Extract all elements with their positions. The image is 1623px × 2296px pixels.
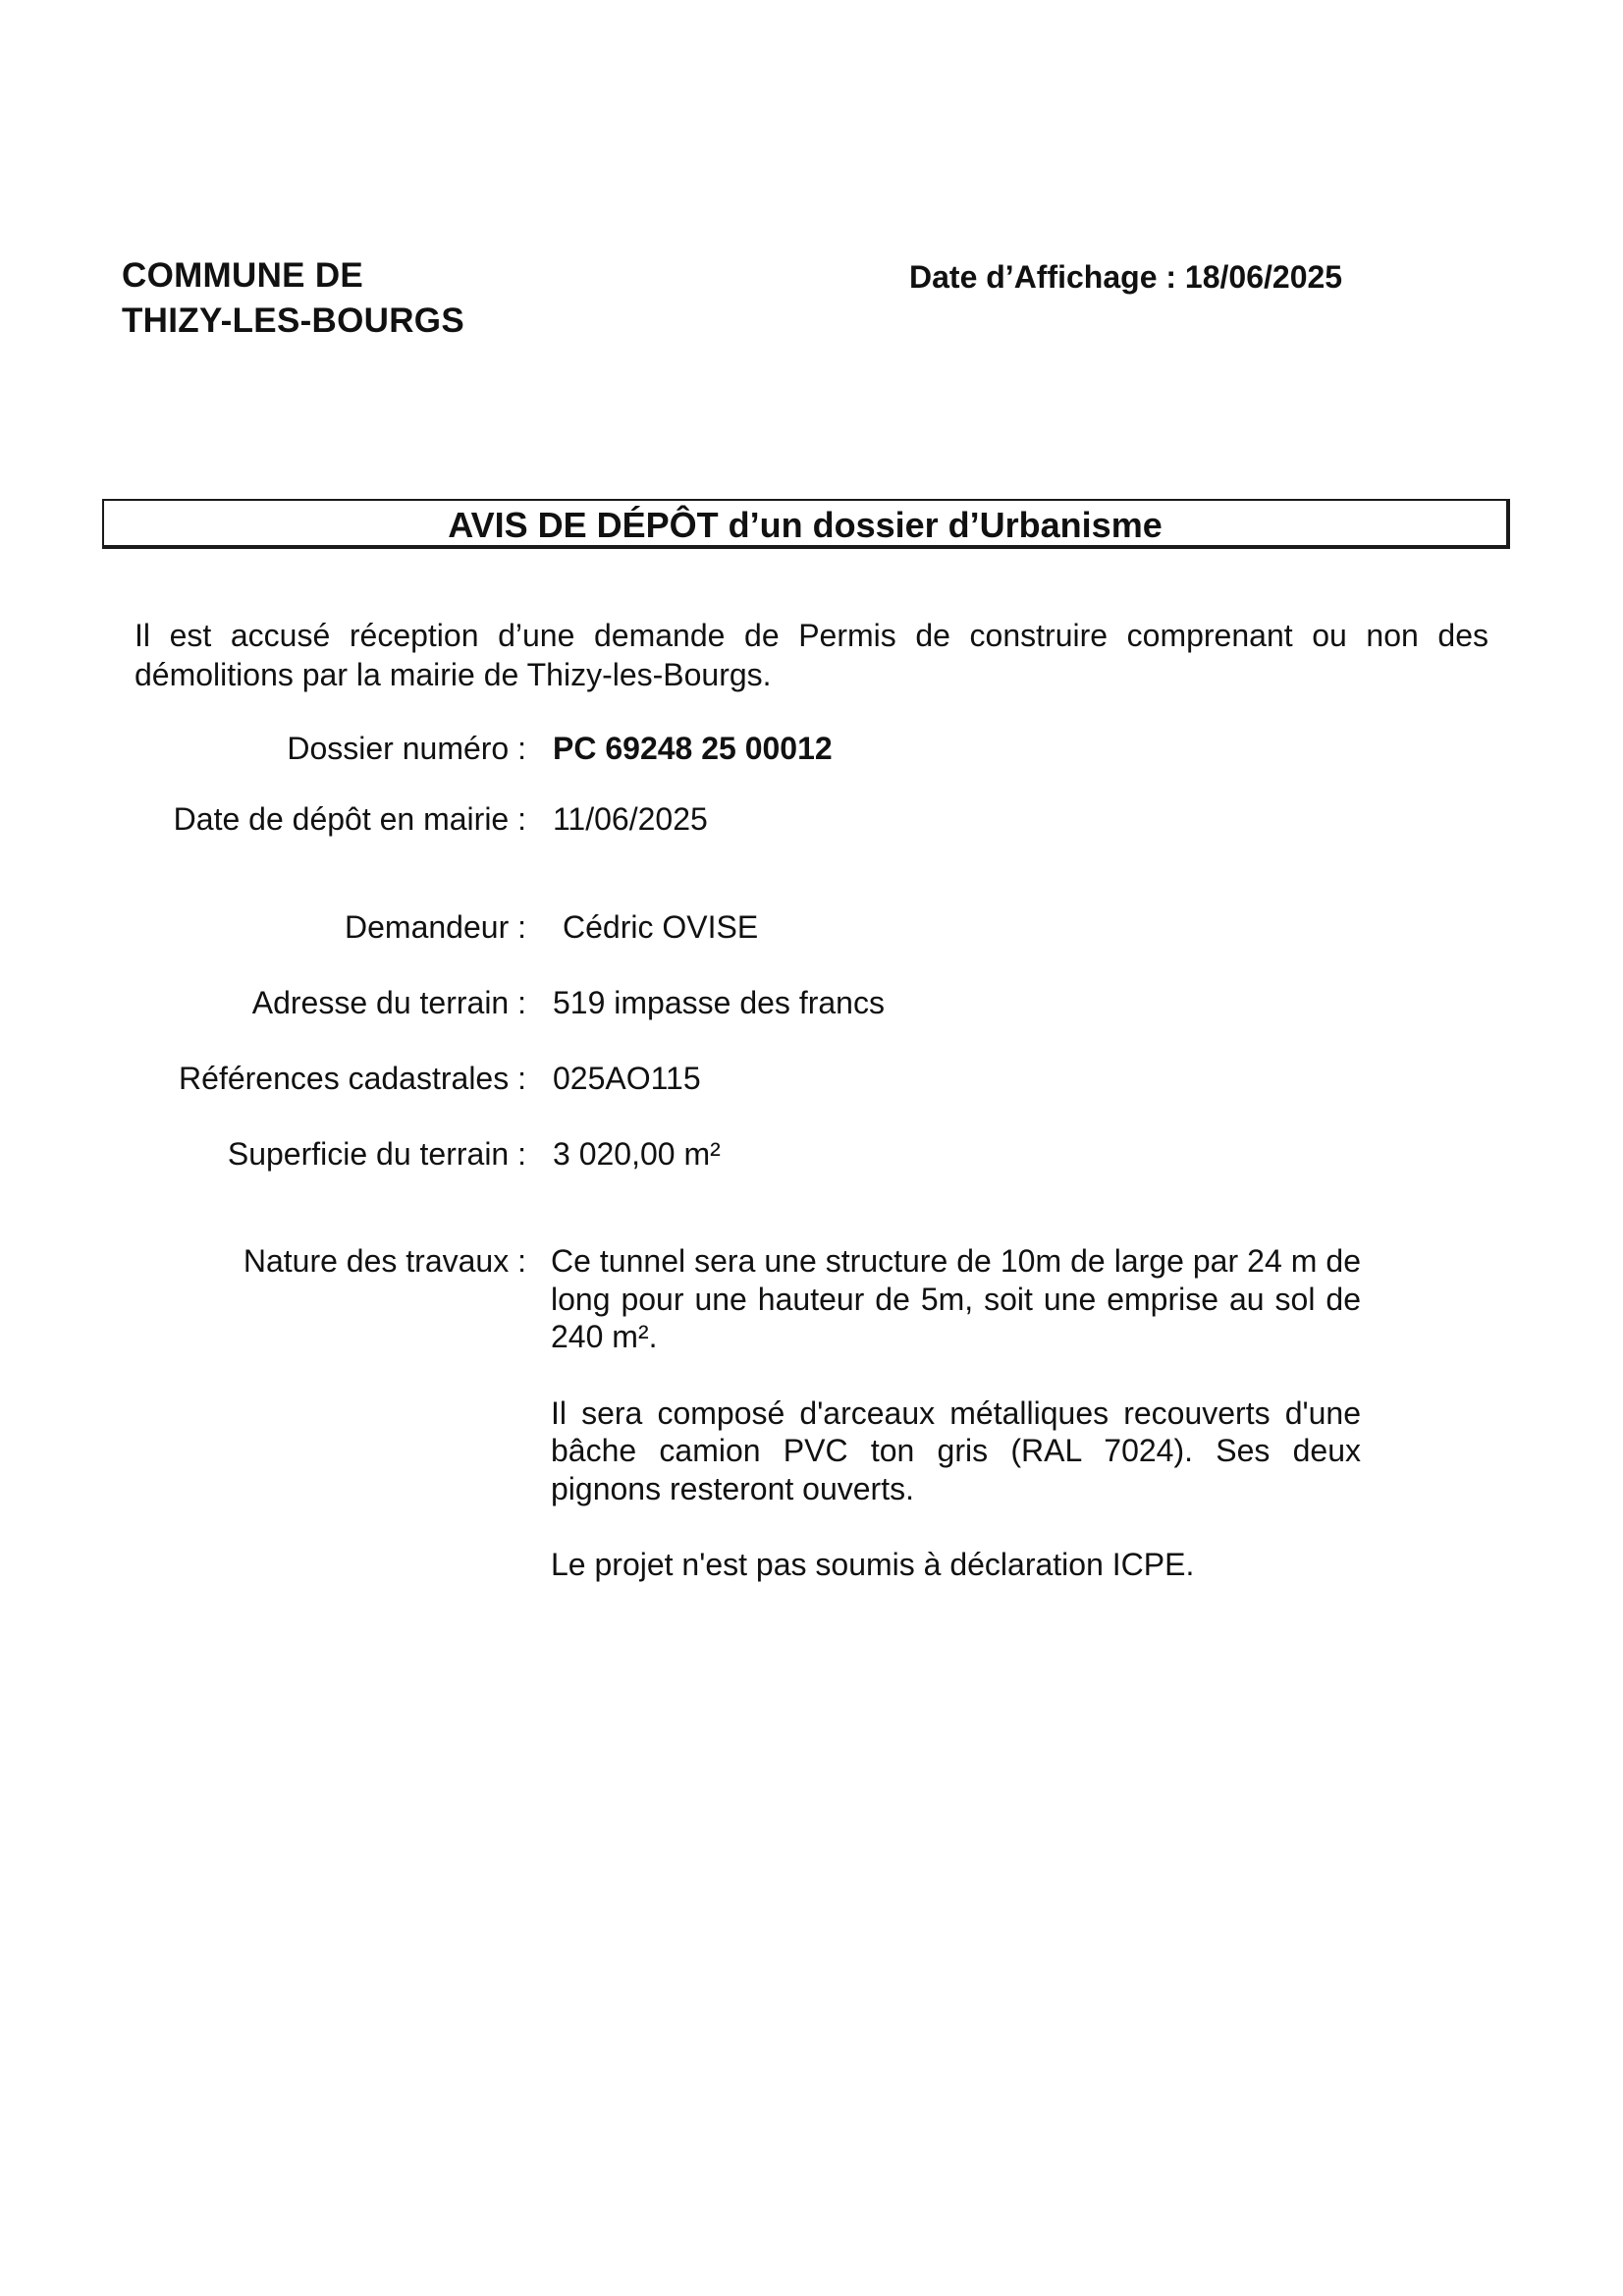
date-depot-label: Date de dépôt en mairie : bbox=[173, 801, 526, 837]
commune-line-2: THIZY-LES-BOURGS bbox=[122, 301, 464, 340]
commune-line-1: COMMUNE DE bbox=[122, 256, 364, 295]
superficie-value: 3 020,00 m² bbox=[553, 1136, 721, 1172]
nature-paragraph-3: Le projet n'est pas soumis à déclaration ICPE. bbox=[551, 1547, 1195, 1582]
nature-paragraph-1: Ce tunnel sera une structure de 10m de large par 24 m de long pour une hauteur de 5m, soit une emprise au sol de 240 m². bbox=[551, 1243, 1361, 1354]
nature-label: Nature des travaux : bbox=[243, 1243, 526, 1279]
nature-paragraph-2: Il sera composé d'arceaux métalliques recouverts d'une bâche camion PVC ton gris (RAL 7024). Ses deux pignons resteront ouverts. bbox=[551, 1394, 1361, 1506]
dossier-value: PC 69248 25 00012 bbox=[553, 731, 833, 766]
adresse-value: 519 impasse des francs bbox=[553, 985, 885, 1020]
adresse-label: Adresse du terrain : bbox=[251, 985, 526, 1020]
superficie-label: Superficie du terrain : bbox=[227, 1136, 526, 1172]
intro-paragraph: Il est accusé réception d’une demande de Permis de construire comprenant ou non des démolitions par la mairie de Thizy-les-Bourgs. bbox=[135, 618, 1488, 692]
demandeur-value: Cédric OVISE bbox=[563, 909, 759, 945]
dossier-label: Dossier numéro : bbox=[287, 731, 526, 766]
references-label: Références cadastrales : bbox=[179, 1061, 526, 1096]
nature-description bbox=[551, 1242, 1361, 1622]
page-title: AVIS DE DÉPÔT d’un dossier d’Urbanisme bbox=[448, 505, 1163, 545]
date-affichage: Date d’Affichage : 18/06/2025 bbox=[909, 259, 1343, 295]
title-box bbox=[102, 499, 1510, 549]
date-depot-value: 11/06/2025 bbox=[553, 801, 708, 837]
commune-name bbox=[122, 253, 464, 344]
demandeur-label: Demandeur : bbox=[345, 909, 526, 945]
references-value: 025AO115 bbox=[553, 1061, 701, 1096]
